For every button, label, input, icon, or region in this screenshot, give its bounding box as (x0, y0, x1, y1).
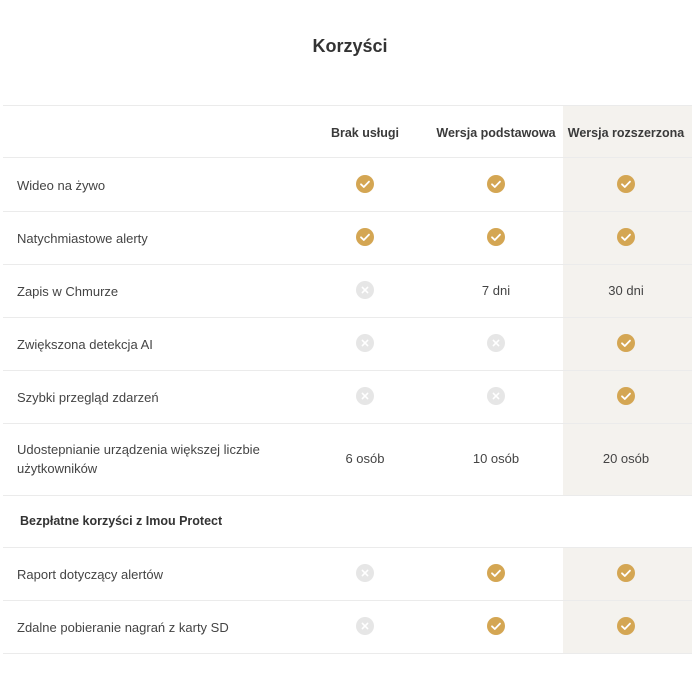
included-cell (561, 564, 691, 584)
check-circle-icon (356, 175, 374, 199)
included-cell (431, 175, 561, 195)
divider (3, 423, 692, 424)
feature-label: Raport dotyczący alertów (17, 566, 163, 582)
check-circle-icon (617, 228, 635, 252)
divider (3, 495, 692, 496)
divider (3, 370, 692, 371)
check-circle-icon (487, 175, 505, 199)
included-cell (561, 334, 691, 354)
not-included-cell (300, 281, 430, 301)
feature-label: Szybki przegląd zdarzeń (17, 389, 159, 405)
value-cell: 10 osób (472, 451, 520, 466)
included-cell (300, 175, 430, 195)
x-circle-icon (356, 334, 374, 358)
feature-label: Zapis w Chmurze (17, 283, 119, 299)
value-cell: 7 dni (481, 282, 511, 298)
check-circle-icon (617, 334, 635, 358)
x-circle-icon (487, 387, 505, 411)
included-cell (431, 617, 561, 637)
included-cell (561, 617, 691, 637)
column-header-basic: Wersja podstawowa (436, 126, 556, 140)
not-included-cell (300, 564, 430, 584)
check-circle-icon (617, 175, 635, 199)
check-circle-icon (487, 564, 505, 588)
included-cell (431, 564, 561, 584)
feature-label: Wideo na żywo (17, 177, 106, 193)
section-title: Bezpłatne korzyści z Imou Protect (20, 514, 223, 528)
divider (3, 157, 692, 158)
feature-label: Udostepnianie urządzenia większej liczbie użytkowników (17, 442, 260, 476)
not-included-cell (431, 387, 561, 407)
check-circle-icon (487, 228, 505, 252)
not-included-cell (300, 387, 430, 407)
x-circle-icon (356, 281, 374, 305)
divider (3, 317, 692, 318)
value-cell: 6 osób (345, 451, 385, 466)
feature-label: Zwiększona detekcja AI (17, 336, 153, 352)
check-circle-icon (617, 564, 635, 588)
column-header-no-service: Brak usługi (330, 126, 400, 140)
divider (3, 547, 692, 548)
not-included-cell (431, 334, 561, 354)
value-cell: 20 osób (602, 451, 650, 466)
x-circle-icon (356, 617, 374, 641)
x-circle-icon (356, 564, 374, 588)
feature-label: Natychmiastowe alerty (17, 230, 148, 246)
divider (3, 600, 692, 601)
not-included-cell (300, 617, 430, 637)
check-circle-icon (617, 617, 635, 641)
included-cell (561, 228, 691, 248)
column-header-extended: Wersja rozszerzona (567, 126, 685, 140)
check-circle-icon (356, 228, 374, 252)
included-cell (561, 387, 691, 407)
included-cell (561, 175, 691, 195)
not-included-cell (300, 334, 430, 354)
divider (3, 211, 692, 212)
value-cell: 30 dni (608, 282, 644, 298)
divider (3, 653, 692, 654)
x-circle-icon (356, 387, 374, 411)
feature-label: Zdalne pobieranie nagrań z karty SD (17, 619, 229, 635)
x-circle-icon (487, 334, 505, 358)
divider (3, 105, 692, 106)
included-cell (300, 228, 430, 248)
page-title: Korzyści (312, 36, 388, 56)
included-cell (431, 228, 561, 248)
check-circle-icon (487, 617, 505, 641)
divider (3, 264, 692, 265)
check-circle-icon (617, 387, 635, 411)
